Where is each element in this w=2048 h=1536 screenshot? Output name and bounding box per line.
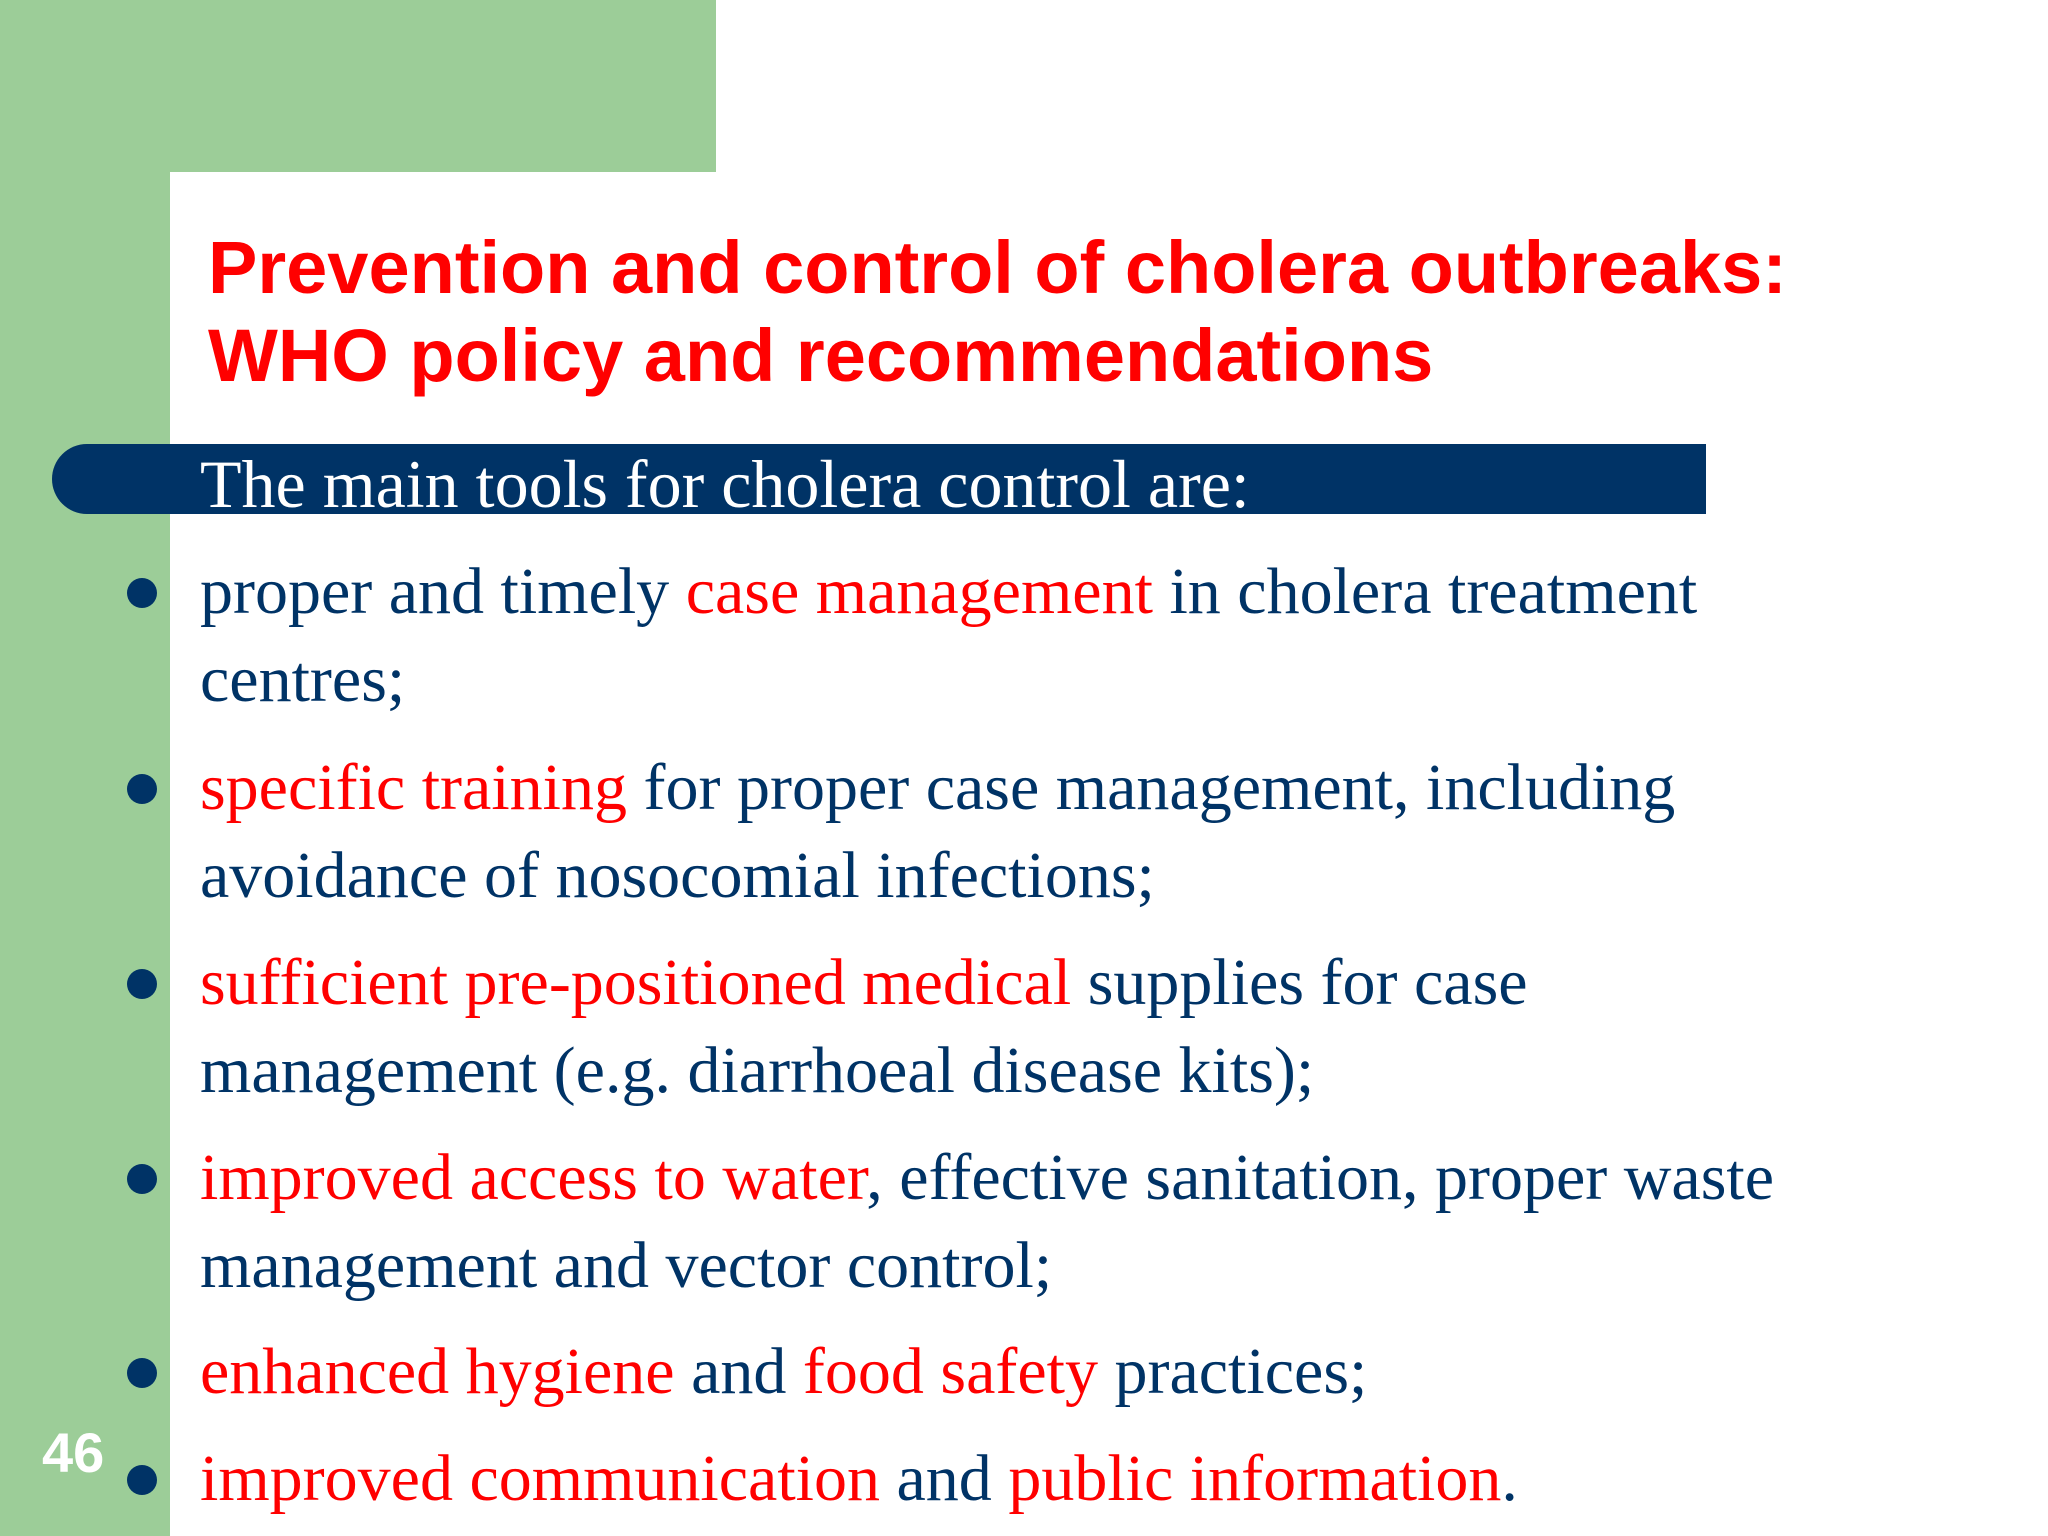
- bullet-icon: [127, 1164, 157, 1194]
- bullet-icon: [127, 578, 157, 608]
- bullet-highlight: public information: [1008, 1442, 1502, 1515]
- bullet-icon: [127, 774, 157, 804]
- bullet-icon: [127, 1358, 157, 1388]
- bullet-line: [200, 1222, 2020, 1310]
- green-top-bar: [0, 0, 716, 172]
- bullet-highlight: specific training: [200, 751, 628, 824]
- bullet-highlight: improved access to water: [200, 1141, 867, 1214]
- bullet-item-medical-supplies: [200, 939, 2020, 1115]
- intro-text: The main tools for cholera control are:: [200, 446, 1250, 522]
- bullet-highlight: improved communication: [200, 1442, 881, 1515]
- bullet-line: [200, 548, 2020, 636]
- bullet-highlight: food safety: [802, 1335, 1098, 1408]
- slide-title-line-2: WHO policy and recommendations: [208, 314, 1434, 397]
- bullet-text: avoidance of nosocomial infections;: [200, 839, 1155, 912]
- bullet-highlight: enhanced hygiene: [200, 1335, 675, 1408]
- bullet-icon: [127, 969, 157, 999]
- bullet-item-specific-training: [200, 744, 2020, 920]
- bullet-text: .: [1501, 1442, 1518, 1515]
- slide-title-line-1: Prevention and control of cholera outbreaks:: [208, 226, 1787, 309]
- bullet-highlight: sufficient pre-positioned medical: [200, 946, 1072, 1019]
- bullet-text: and: [880, 1442, 1009, 1515]
- bullet-text: in cholera treatment: [1152, 555, 1698, 628]
- bullet-icon: [127, 1465, 157, 1495]
- bullet-text: proper and timely: [200, 555, 686, 628]
- bullet-item-communication: [200, 1435, 2020, 1523]
- bullet-text: centres;: [200, 643, 406, 716]
- bullet-line: [200, 832, 2020, 920]
- green-sidebar: [0, 0, 170, 1536]
- bullet-line: [200, 636, 2020, 724]
- bullet-text: for proper case management, including: [627, 751, 1676, 824]
- bullet-text: , effective sanitation, proper waste: [866, 1141, 1775, 1214]
- bullet-line: [200, 1027, 2020, 1115]
- bullet-text: and: [674, 1335, 803, 1408]
- bullet-text: management and vector control;: [200, 1229, 1053, 1302]
- bullet-item-hygiene: [200, 1328, 2020, 1416]
- bullet-text: supplies for case: [1071, 946, 1528, 1019]
- bullet-item-water-access: [200, 1134, 2020, 1310]
- bullet-line: [200, 1328, 2020, 1416]
- bullet-line: [200, 1435, 2020, 1523]
- bullet-item-case-management: [200, 548, 2020, 724]
- slide-number: 46: [42, 1421, 105, 1484]
- bullet-text: management (e.g. diarrhoeal disease kits);: [200, 1034, 1315, 1107]
- bullet-line: [200, 939, 2020, 1027]
- bullet-highlight: case management: [685, 555, 1153, 628]
- slide-title: [208, 224, 2008, 400]
- bullet-line: [200, 744, 2020, 832]
- bullet-line: [200, 1134, 2020, 1222]
- bullet-text: practices;: [1097, 1335, 1368, 1408]
